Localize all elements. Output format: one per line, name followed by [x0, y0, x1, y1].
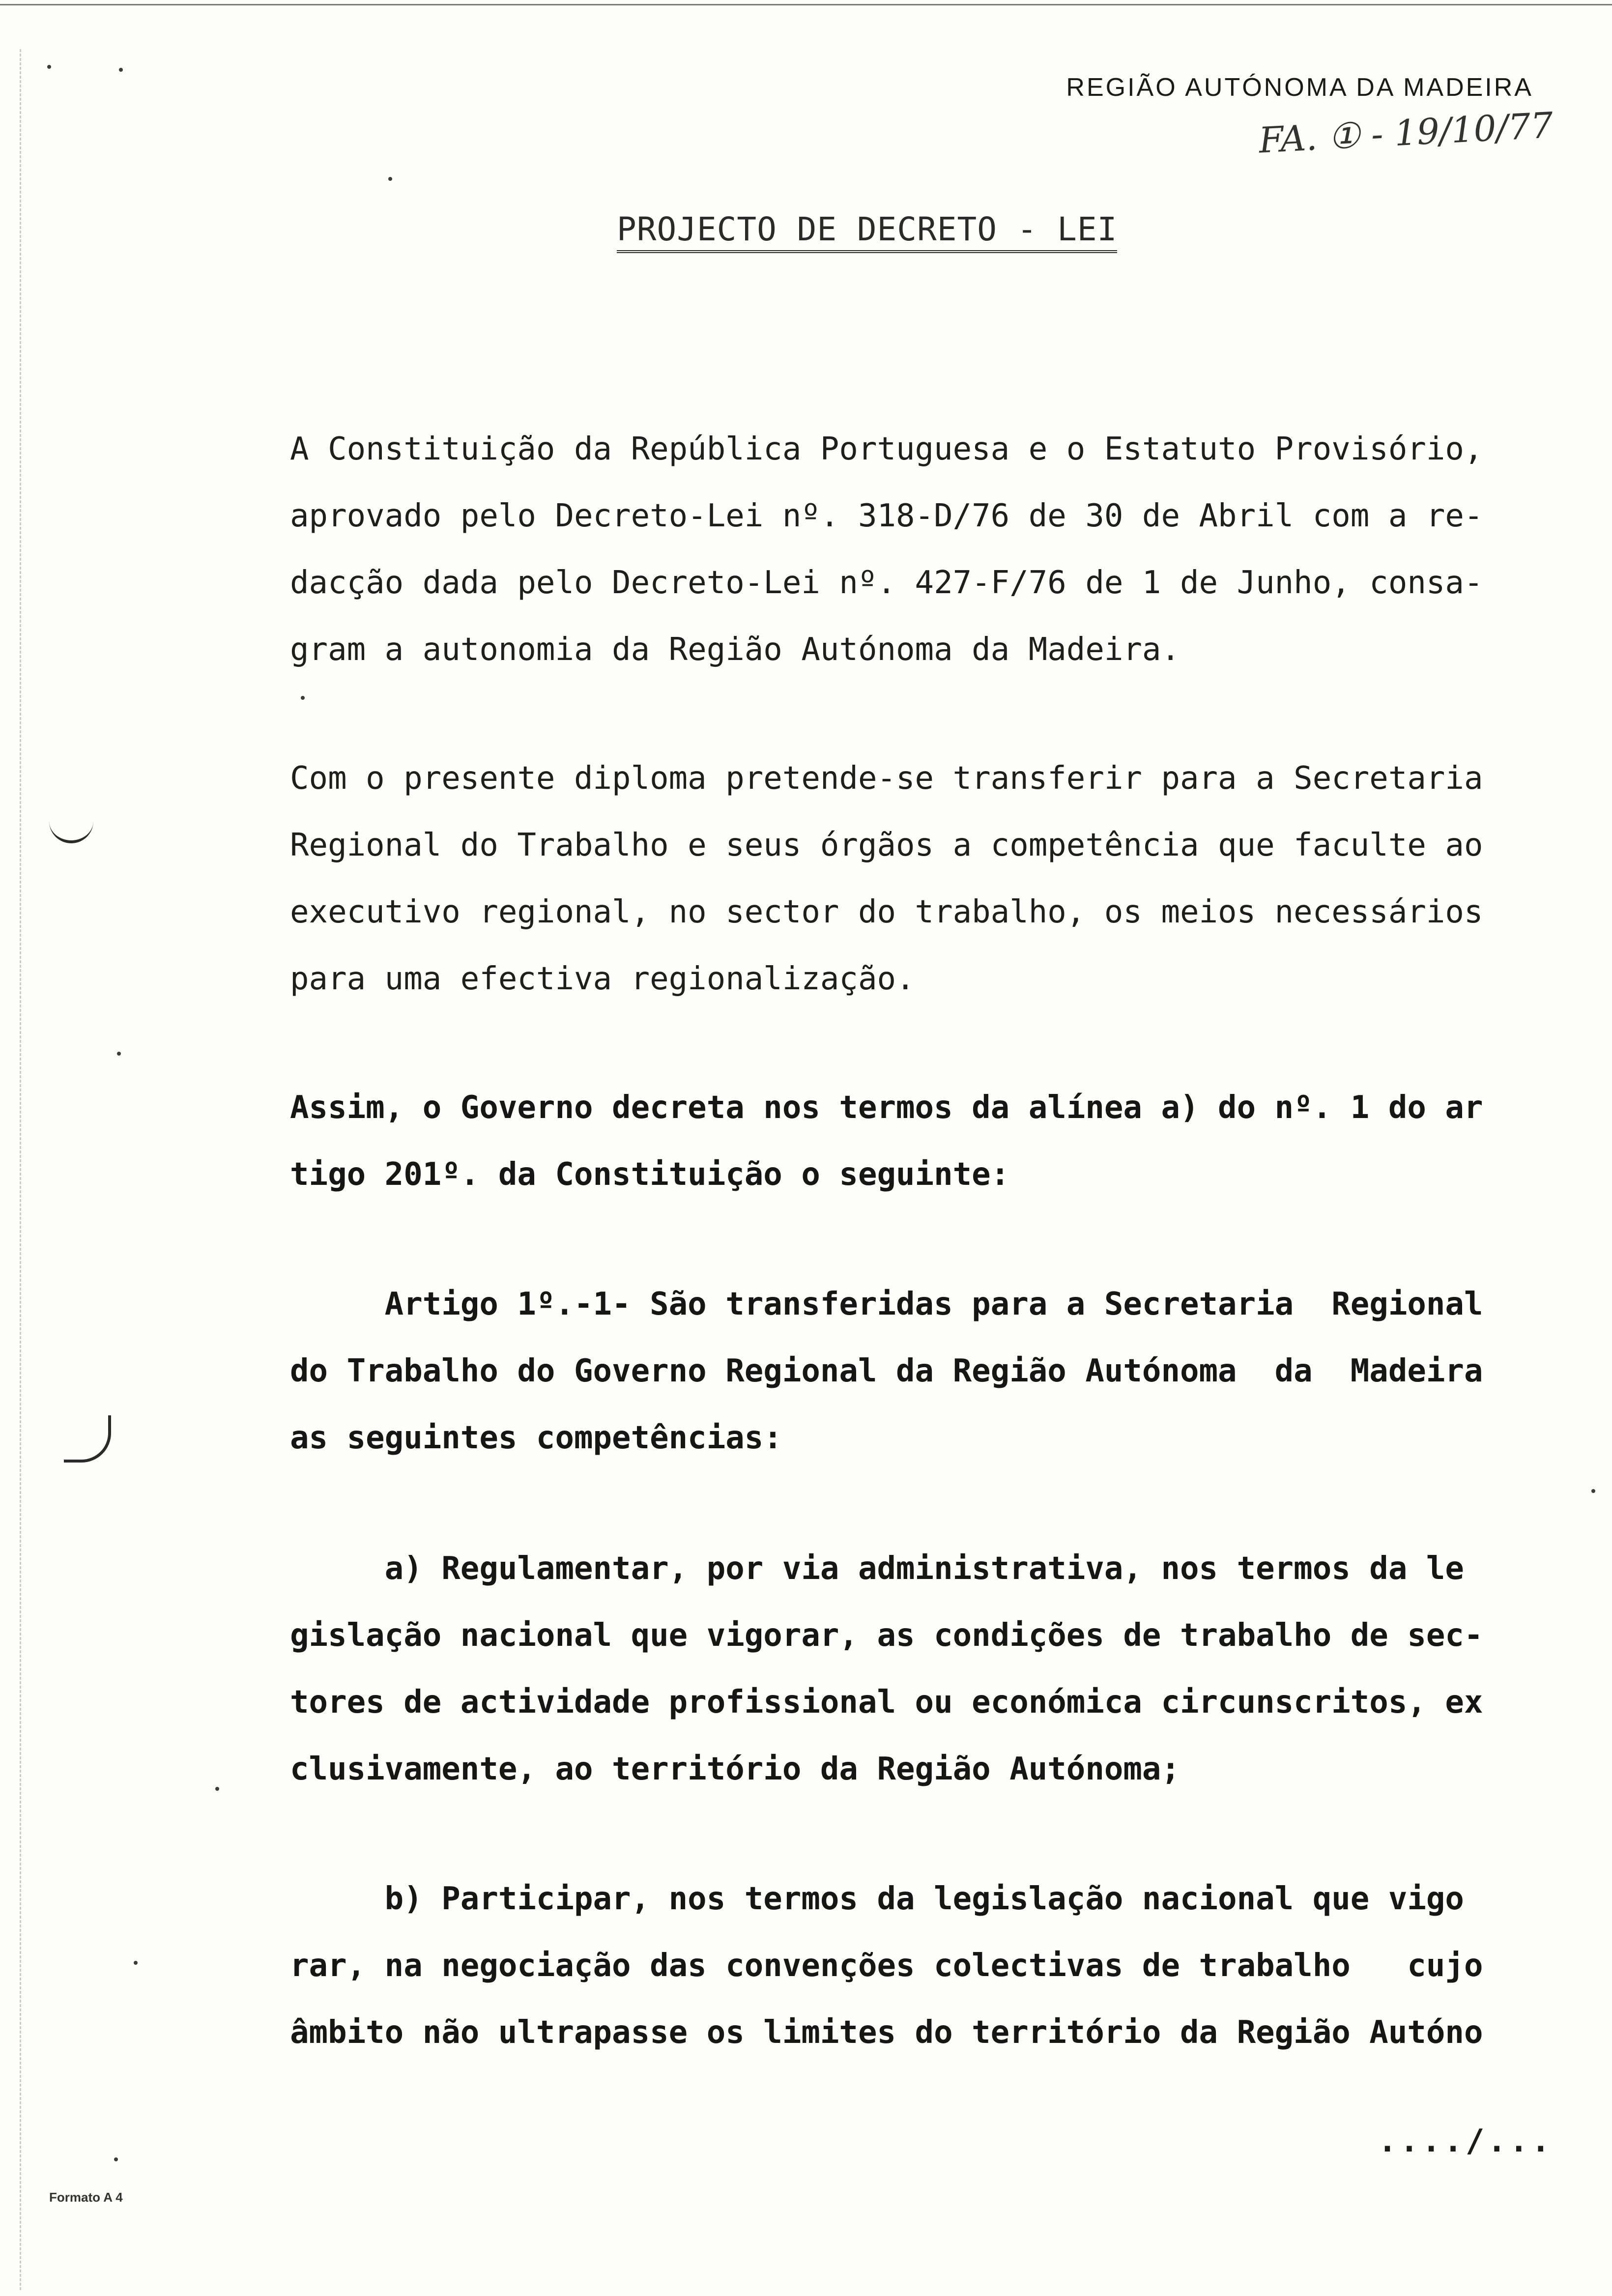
binding-edge [20, 49, 25, 2290]
article-1-item-b: b) Participar, nos termos da legislação nacional que vigo rar, na negociação das convenções colectivas de trabalho cujo âmbito não ultrapasse os limites do território da Região Autóno [290, 1881, 1483, 2051]
scan-speck [134, 1961, 138, 1965]
punch-hole-mark [49, 796, 93, 843]
continuation-mark: ..../... [1378, 2123, 1553, 2159]
scan-speck [47, 65, 51, 69]
letterhead: REGIÃO AUTÓNOMA DA MADEIRA [1066, 73, 1533, 102]
scan-speck [117, 1052, 121, 1056]
document-title: PROJECTO DE DECRETO - LEI [617, 210, 1117, 253]
article-1-item-a: a) Regulamentar, por via administrativa, nos termos da le gislação nacional que vigorar, as condições de trabalho de sec- tores de actividade profissional ou económica circunscritos, ex clusivamente, ao território da Região Autónoma; [290, 1550, 1483, 1787]
scan-speck [1591, 1489, 1595, 1493]
scan-speck [114, 2157, 118, 2161]
handwritten-annotation: FA. ① - 19/10/77 [1257, 104, 1554, 161]
paper-format-label: Formato A 4 [49, 2190, 123, 2205]
scan-speck [119, 68, 123, 72]
scan-speck [301, 696, 305, 700]
scan-speck [388, 177, 392, 181]
article-1-heading: Artigo 1º.-1- São transferidas para a Secretaria Regional do Trabalho do Governo Regional da Região Autónoma da Madeira as seguintes competências: [290, 1286, 1483, 1456]
preamble-paragraph-1: A Constituição da República Portuguesa e o Estatuto Provisório, aprovado pelo Decreto-Lei nº. 318-D/76 de 30 de Abril com a re- dacção dada pelo Decreto-Lei nº. 427-F/76 de 1 de Junho, consa- gram a autonomia da Região Autónoma da Madeira. [290, 431, 1483, 668]
preamble-paragraph-2: Com o presente diploma pretende-se transferir para a Secretaria Regional do Trabalho e seus órgãos a competência que faculte ao executivo regional, no sector do trabalho, os meios necessários para uma efectiva regionalização. [290, 760, 1483, 997]
page-top-edge [0, 4, 1612, 5]
scan-speck [215, 1787, 219, 1791]
preamble-paragraph-3: Assim, o Governo decreta nos termos da alínea a) do nº. 1 do ar tigo 201º. da Constituição o seguinte: [290, 1090, 1483, 1193]
